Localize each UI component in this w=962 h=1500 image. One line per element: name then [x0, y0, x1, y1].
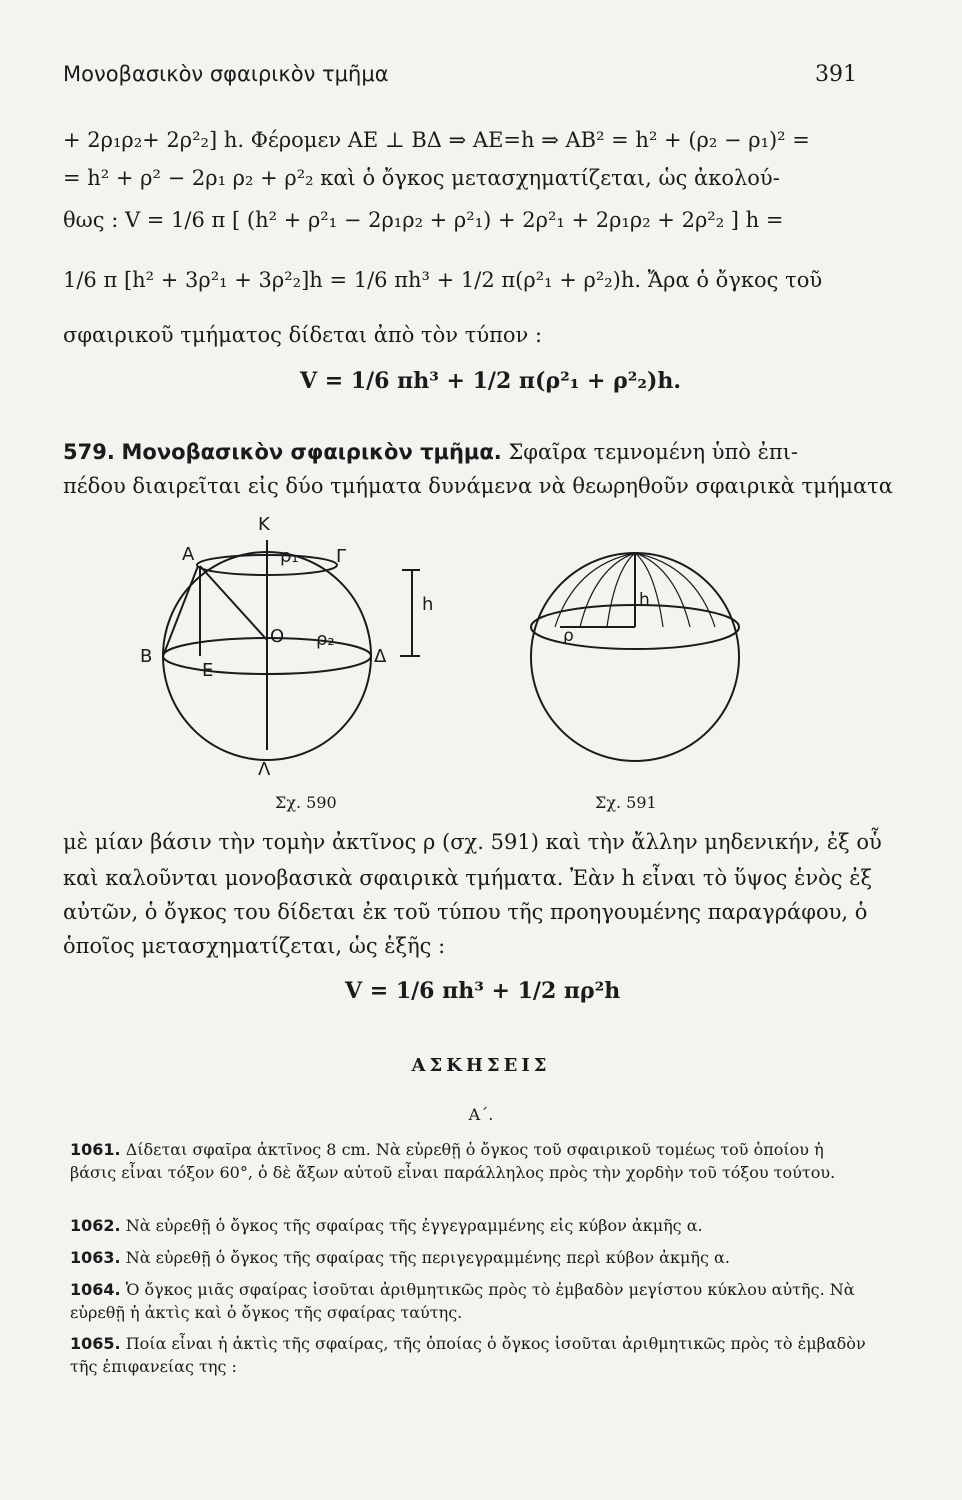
label-E: E	[202, 660, 214, 681]
exercise-number: 1064.	[70, 1280, 121, 1299]
label-rho: ρ	[563, 626, 574, 646]
exercises-heading: ΑΣΚΗΣΕΙΣ	[411, 1055, 551, 1076]
exercise-1063	[70, 1246, 870, 1269]
label-rho1: ρ₁	[280, 546, 299, 567]
label-Lambda: Λ	[258, 759, 271, 780]
exercise-1061	[70, 1138, 870, 1184]
derivation-line-2: = h² + ρ² − 2ρ₁ ρ₂ + ρ²₂ καὶ ὁ ὄγκος μετασχηματίζεται, ὡς ἀκολού-	[63, 166, 780, 190]
figure-590	[130, 510, 434, 785]
derivation-line-4: 1/6 π [h² + 3ρ²₁ + 3ρ²₂]h = 1/6 πh³ + 1/2 π(ρ²₁ + ρ²₂)h. Ἄρα ὁ ὄγκος τοῦ	[63, 268, 823, 292]
exercise-text: Ποία εἶναι ἡ ἀκτὶς τῆς σφαίρας, τῆς ὁποίας ὁ ὄγκος ἰσοῦται ἀριθμητικῶς πρὸς τὸ ἐμβαδὸν τῆς ἐπιφανείας της :	[70, 1334, 866, 1376]
volume-formula-two-bases: V = 1/6 πh³ + 1/2 π(ρ²₁ + ρ²₂)h.	[300, 368, 682, 394]
exercise-text: Νὰ εὑρεθῇ ὁ ὄγκος τῆς σφαίρας τῆς ἐγγεγραμμένης εἰς κύβον ἀκμῆς α.	[125, 1216, 703, 1235]
continuation-line-2: καὶ καλοῦνται μονοβασικὰ σφαιρικὰ τμήματα. Ἐὰν h εἶναι τὸ ὕψος ἑνὸς ἐξ	[63, 866, 873, 890]
section-text-start: Σφαῖρα τεμνομένη ὑπὸ ἐπι-	[508, 440, 799, 464]
page-number: 391	[815, 62, 857, 87]
derivation-line-5: σφαιρικοῦ τμήματος δίδεται ἀπὸ τὸν τύπον :	[63, 323, 543, 347]
continuation-line-1: μὲ μίαν βάσιν τὴν τομὴν ἀκτῖνος ρ (σχ. 591) καὶ τὴν ἄλλην μηδενικήν, ἐξ οὗ	[63, 830, 882, 854]
label-h: h	[422, 594, 434, 615]
label-Gamma: Γ	[336, 546, 347, 567]
exercise-text: Ὁ ὄγκος μιᾶς σφαίρας ἰσοῦται ἀριθμητικῶς πρὸς τὸ ἐμβαδὸν μεγίστου κύκλου αὐτῆς. Νὰ εὑρεθῇ ἡ ἀκτὶς καὶ ὁ ὄγκος τῆς σφαίρας ταύτης.	[70, 1280, 855, 1322]
label-O: O	[270, 626, 285, 647]
figure-591-caption: Σχ. 591	[595, 793, 657, 812]
derivation-line-3: θως : V = 1/6 π [ (h² + ρ²₁ − 2ρ₁ρ₂ + ρ²₁) + 2ρ²₁ + 2ρ₁ρ₂ + 2ρ²₂ ] h =	[63, 208, 784, 232]
exercise-number: 1065.	[70, 1334, 121, 1353]
section-579-second-line: πέδου διαιρεῖται εἰς δύο τμήματα δυνάμενα νὰ θεωρηθοῦν σφαιρικὰ τμήματα	[63, 474, 893, 498]
label-h: h	[639, 590, 650, 610]
continuation-line-4: ὁποῖος μετασχηματίζεται, ὡς ἑξῆς :	[63, 934, 446, 958]
label-A: A	[182, 544, 195, 565]
section-number: 579.	[63, 440, 115, 464]
continuation-line-3: αὐτῶν, ὁ ὄγκος του δίδεται ἐκ τοῦ τύπου τῆς προηγουμένης παραγράφου, ὁ	[63, 900, 868, 924]
exercise-text: Νὰ εὑρεθῇ ὁ ὄγκος τῆς σφαίρας τῆς περιγεγραμμένης περὶ κύβον ἀκμῆς α.	[125, 1248, 730, 1267]
exercise-number: 1061.	[70, 1140, 121, 1159]
exercise-1064	[70, 1278, 870, 1324]
volume-formula-one-base: V = 1/6 πh³ + 1/2 πρ²h	[345, 978, 621, 1004]
label-B: B	[140, 646, 153, 667]
section-579-first-line	[63, 440, 903, 464]
section-title: Μονοβασικὸν σφαιρικὸν τμῆμα.	[121, 440, 502, 464]
exercise-number: 1062.	[70, 1216, 121, 1235]
exercise-number: 1063.	[70, 1248, 121, 1267]
label-Delta: Δ	[374, 646, 387, 667]
figure-590-caption: Σχ. 590	[275, 793, 337, 812]
label-rho2: ρ₂	[316, 629, 335, 650]
exercise-1065	[70, 1332, 870, 1378]
exercise-1062	[70, 1214, 870, 1237]
exercise-text: Δίδεται σφαῖρα ἀκτῖνος 8 cm. Νὰ εὑρεθῇ ὁ ὄγκος τοῦ σφαιρικοῦ τομέως τοῦ ὁποίου ἡ βάσις εἶναι τόξον 60°, ὁ δὲ ἄξων αὐτοῦ εἶναι παράλληλος πρὸς τὴν χορδὴν τοῦ τόξου τούτου.	[70, 1140, 836, 1182]
figure-591	[525, 545, 745, 775]
running-header-title: Μονοβασικὸν σφαιρικὸν τμῆμα	[63, 62, 389, 86]
exercises-subheading: Α΄.	[468, 1105, 494, 1124]
label-K: K	[258, 514, 270, 535]
derivation-line-1: + 2ρ₁ρ₂+ 2ρ²₂] h. Φέρομεν ΑΕ ⊥ ΒΔ ⇒ ΑΕ=h ⇒ ΑΒ² = h² + (ρ₂ − ρ₁)² =	[63, 128, 810, 152]
line-AO	[200, 566, 267, 640]
